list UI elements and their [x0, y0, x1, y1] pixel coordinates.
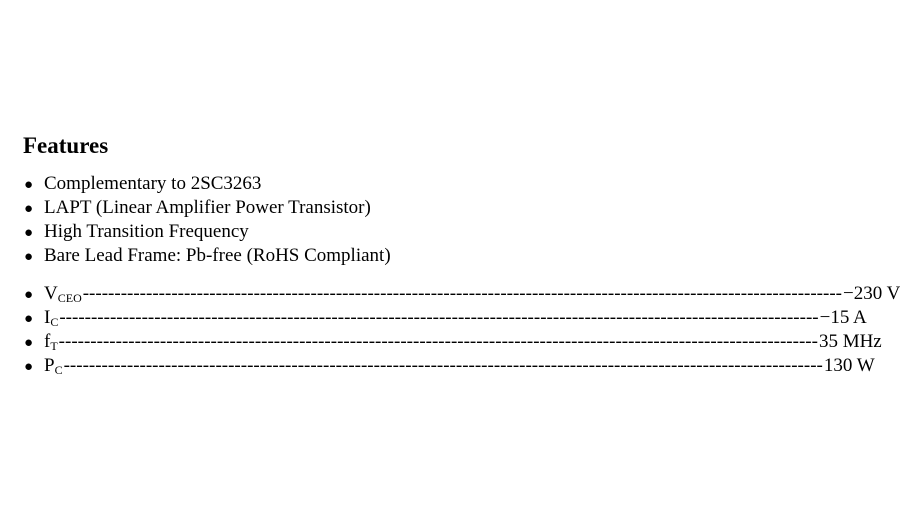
- feature-text: Bare Lead Frame: Pb-free (RoHS Compliant): [44, 245, 391, 266]
- bullet-icon: ●: [24, 335, 34, 351]
- bullet-icon: ●: [24, 225, 34, 241]
- feature-text: Complementary to 2SC3263: [44, 173, 262, 194]
- feature-item: [24, 244, 504, 268]
- bullet-icon: ●: [24, 311, 34, 327]
- spec-row-pc: [24, 354, 875, 378]
- feature-item: [24, 196, 504, 220]
- spec-symbol: $P_C$: [44, 355, 63, 377]
- feature-item: [24, 172, 504, 196]
- spec-subscript: C: [54, 363, 63, 377]
- feature-text: High Transition Frequency: [44, 221, 249, 242]
- features-heading: Features: [23, 133, 109, 158]
- bullet-icon: ●: [24, 249, 34, 265]
- spec-value: 130 W: [823, 355, 875, 376]
- features-list: [24, 172, 504, 268]
- spec-row-vceo: [24, 282, 900, 306]
- bullet-icon: ●: [24, 201, 34, 217]
- feature-item: [24, 220, 504, 244]
- dot-leader: ------------------------------------------------------------------------------------------------------------------------: [63, 355, 823, 376]
- spec-value: 35 MHz: [818, 331, 882, 352]
- bullet-icon: ●: [24, 287, 34, 303]
- spec-subscript: CEO: [57, 291, 82, 305]
- spec-symbol: $f_T$: [44, 331, 58, 353]
- feature-text: LAPT (Linear Amplifier Power Transistor): [44, 197, 371, 218]
- spec-subscript: T: [50, 339, 58, 353]
- spec-symbol: $I_C$: [44, 307, 59, 329]
- dot-leader: ------------------------------------------------------------------------------------------------------------------------: [59, 307, 819, 328]
- spec-symbol: $V_{CEO}$: [44, 283, 82, 305]
- bullet-icon: ●: [24, 177, 34, 193]
- spec-row-ft: [24, 330, 882, 354]
- dot-leader: ------------------------------------------------------------------------------------------------------------------------: [58, 331, 818, 352]
- spec-row-ic: [24, 306, 867, 330]
- spec-subscript: C: [50, 315, 59, 329]
- specs-list: [24, 282, 900, 378]
- bullet-icon: ●: [24, 359, 34, 375]
- dot-leader: ------------------------------------------------------------------------------------------------------------------------: [82, 283, 842, 304]
- spec-value: −230 V: [843, 283, 900, 304]
- spec-value: −15 A: [819, 307, 867, 328]
